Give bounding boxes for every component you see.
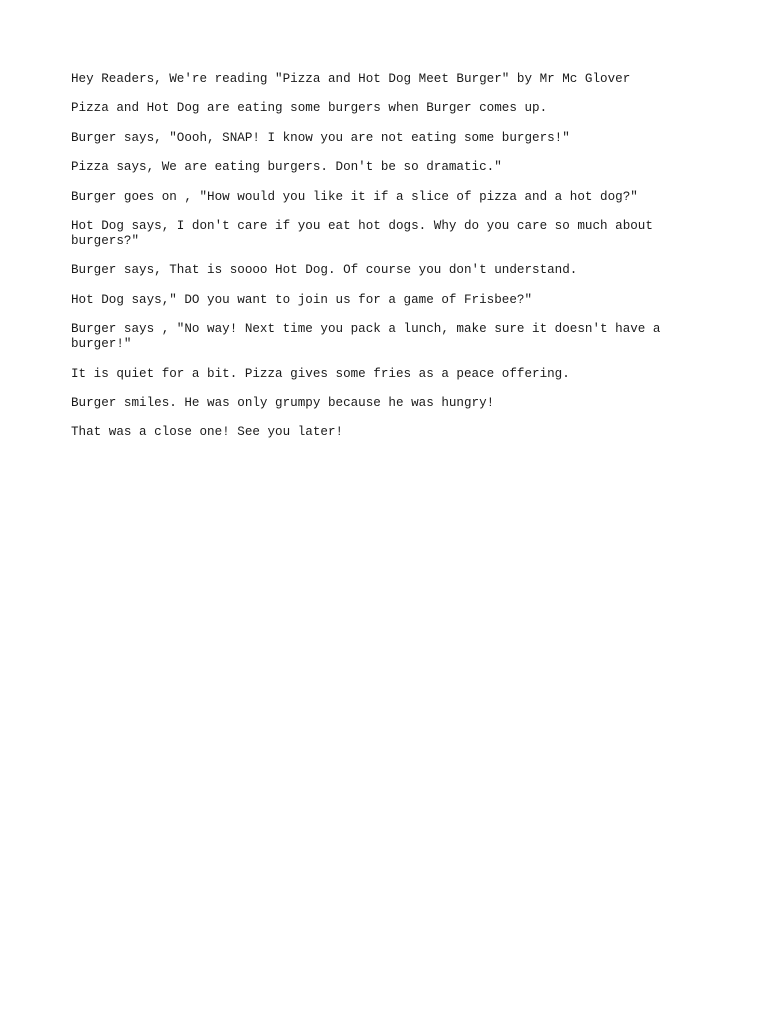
paragraph: It is quiet for a bit. Pizza gives some fries as a peace offering. [71, 366, 570, 381]
paragraph: Hot Dog says," DO you want to join us for a game of Frisbee?" [71, 292, 533, 307]
paragraph: Hot Dog says, I don't care if you eat hot dogs. Why do you care so much about burgers?" [71, 218, 661, 248]
paragraph: Pizza and Hot Dog are eating some burgers when Burger comes up. [71, 101, 548, 116]
document-body [71, 72, 671, 455]
paragraph: Burger says, "Oooh, SNAP! I know you are not eating some burgers!" [71, 130, 570, 145]
paragraph: Burger smiles. He was only grumpy because he was hungry! [71, 395, 495, 410]
paragraph-intro: Hey Readers, We're reading "Pizza and Hot Dog Meet Burger" by Mr Mc Glover [71, 72, 631, 86]
paragraph: Pizza says, We are eating burgers. Don't be so dramatic." [71, 160, 502, 175]
paragraph: Burger goes on , "How would you like it if a slice of pizza and a hot dog?" [71, 189, 638, 204]
paragraph-closing: That was a close one! See you later! [71, 425, 344, 440]
paragraph: Burger says, That is soooo Hot Dog. Of course you don't understand. [71, 263, 578, 278]
paragraph: Burger says , "No way! Next time you pack a lunch, make sure it doesn't have a burger!" [71, 322, 669, 352]
